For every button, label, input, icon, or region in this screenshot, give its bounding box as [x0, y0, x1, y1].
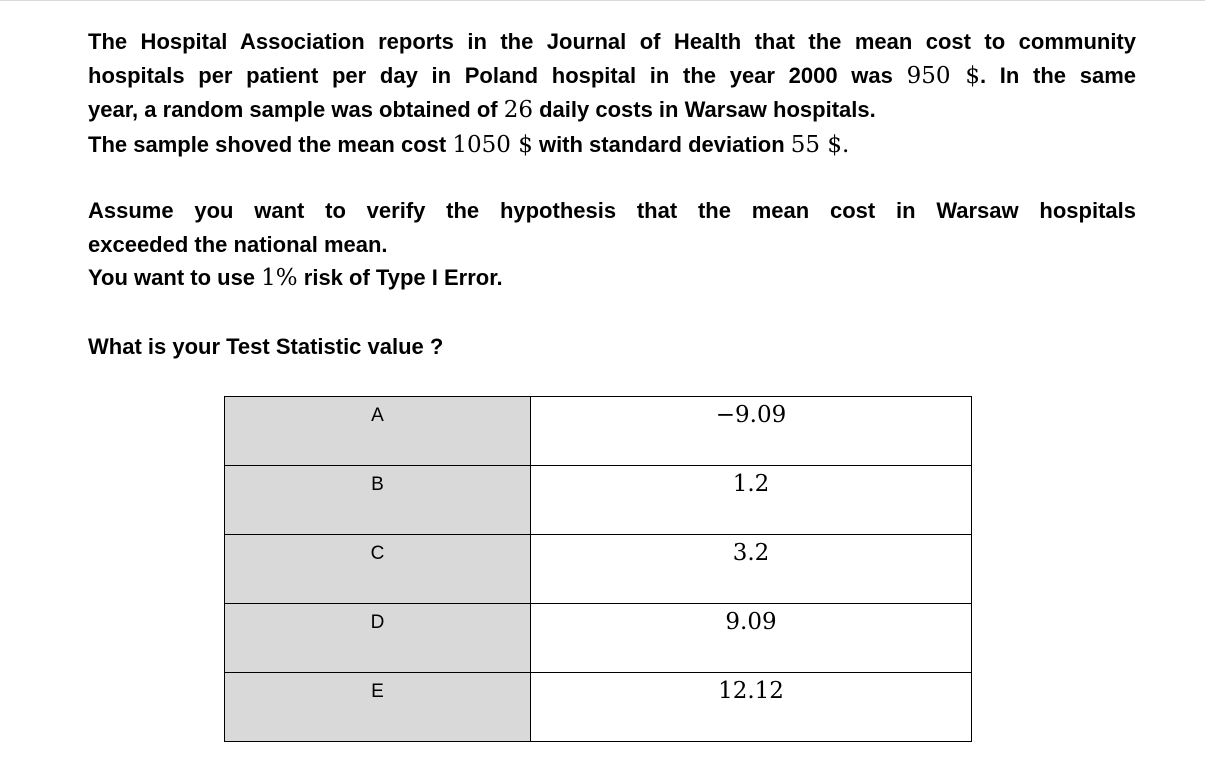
- question-paragraph-1: [88, 25, 1136, 162]
- answer-letter[interactable]: E: [225, 673, 531, 742]
- answer-row[interactable]: [225, 673, 972, 742]
- answer-row[interactable]: [225, 604, 972, 673]
- prompt-line: What is your Test Statistic value ?: [88, 334, 444, 359]
- answer-value[interactable]: 1.2: [531, 466, 972, 535]
- risk-line: [88, 261, 1136, 296]
- dollar-sign: $: [510, 131, 533, 158]
- top-divider: [0, 0, 1205, 1]
- question-line-1: The Hospital Association reports in the Journal of Health that the mean cost to community: [88, 29, 1136, 54]
- text: . In the same: [980, 62, 1136, 88]
- std-dev-value: 55: [790, 131, 821, 158]
- period: .: [842, 131, 850, 158]
- question-line-4: [88, 128, 1136, 163]
- text: The sample shoved the mean cost: [88, 131, 453, 157]
- answer-row[interactable]: [225, 466, 972, 535]
- answer-letter[interactable]: D: [225, 604, 531, 673]
- text: year, a random sample was obtained of: [88, 97, 504, 122]
- text: hospitals per patient per day in Poland hospital in the year 2000 was: [88, 62, 907, 88]
- answer-letter[interactable]: C: [225, 535, 531, 604]
- answer-value[interactable]: 12.12: [531, 673, 972, 742]
- text: risk of Type I Error.: [297, 265, 503, 290]
- dollar-sign: $: [820, 131, 842, 158]
- text: with standard deviation: [532, 131, 791, 157]
- text: daily costs in Warsaw hospitals.: [532, 97, 876, 122]
- question-prompt: [88, 330, 1136, 364]
- hypothesis-line-2: exceeded the national mean.: [88, 231, 388, 257]
- national-mean-value: 950: [906, 62, 951, 89]
- question-paragraph-2: [88, 194, 1136, 296]
- answer-row[interactable]: [225, 535, 972, 604]
- dollar-sign: $: [950, 62, 980, 89]
- sample-size-value: 26: [503, 97, 533, 123]
- answer-options-table: [224, 396, 972, 742]
- sample-mean-value: 1050: [452, 131, 511, 158]
- answer-letter[interactable]: B: [225, 466, 531, 535]
- hypothesis-line-1: Assume you want to verify the hypothesis that the mean cost in Warsaw hospitals: [88, 198, 1136, 223]
- risk-value: 1%: [261, 265, 298, 291]
- question-line-3: [88, 93, 1136, 128]
- answer-row[interactable]: [225, 397, 972, 466]
- answer-value[interactable]: −9.09: [531, 397, 972, 466]
- text: You want to use: [88, 265, 262, 290]
- answer-letter[interactable]: A: [225, 397, 531, 466]
- question-line-2: [88, 59, 1136, 94]
- answer-value[interactable]: 3.2: [531, 535, 972, 604]
- answer-value[interactable]: 9.09: [531, 604, 972, 673]
